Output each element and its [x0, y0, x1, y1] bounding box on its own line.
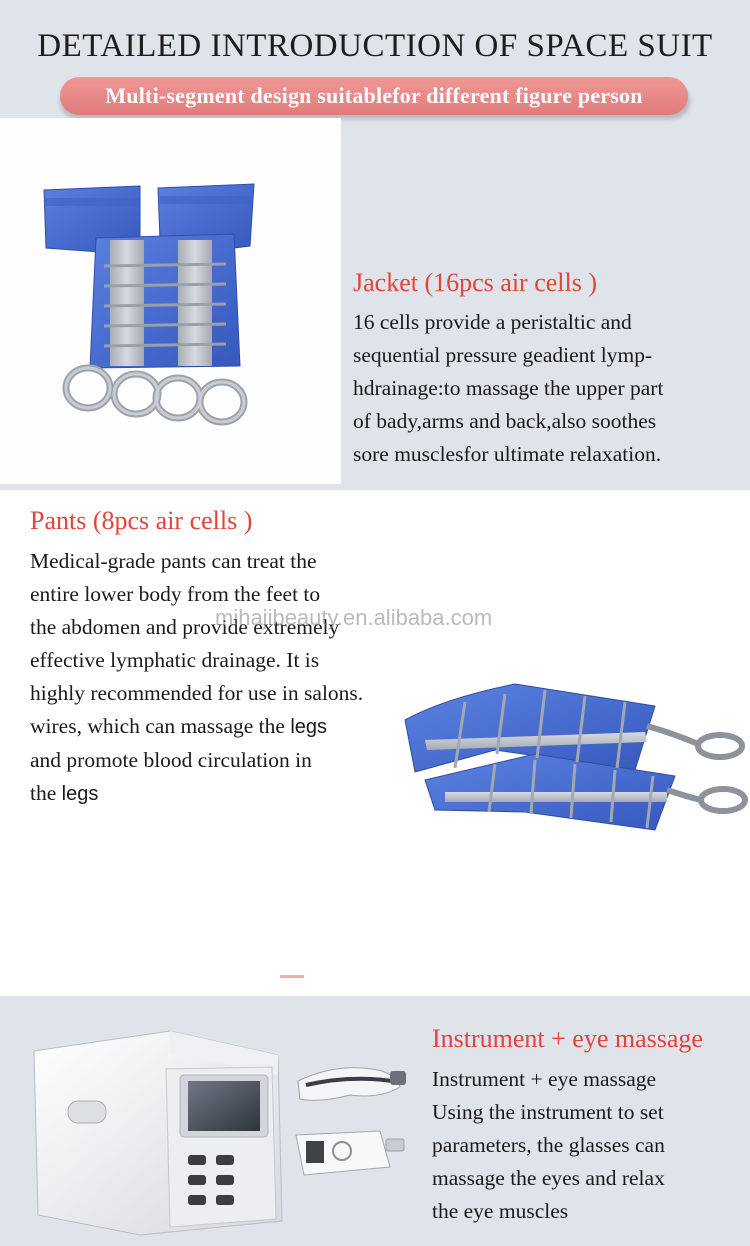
instrument-line-1: Instrument + eye massage	[432, 1067, 657, 1091]
jacket-description	[353, 306, 743, 471]
pants-line-4: effective lymphatic drainage. It is	[30, 648, 320, 672]
pants-line-1: Medical-grade pants can treat the	[30, 549, 317, 573]
jacket-line-4: of bady,arms and back,also soothes	[353, 409, 657, 433]
pants-line-3: the abdomen and provide extremely	[30, 615, 340, 639]
jacket-image-panel	[0, 118, 341, 484]
jacket-line-3: hdrainage:to massage the upper part	[353, 376, 664, 400]
instrument-line-4: massage the eyes and relax	[432, 1166, 665, 1190]
pants-line-8-word: legs	[61, 783, 99, 805]
instrument-line-5: the eye muscles	[432, 1199, 569, 1223]
page-title: DETAILED INTRODUCTION OF SPACE SUIT	[37, 28, 713, 64]
jacket-line-2: sequential pressure geadient lymp-	[353, 343, 653, 367]
pants-line-5: highly recommended for use in salons.	[30, 681, 364, 705]
pants-line-8-prefix: the	[30, 781, 57, 805]
instrument-description	[432, 1063, 742, 1228]
watermark: mihajibeauty.en.alibaba.com	[215, 605, 493, 630]
instrument-heading: Instrument + eye massage	[432, 1024, 703, 1053]
pants-line-6	[30, 710, 430, 744]
jacket-image	[0, 118, 341, 484]
pants-line-8	[30, 777, 430, 811]
instrument-line-2: Using the instrument to set	[432, 1100, 664, 1124]
jacket-line-1: 16 cells provide a peristaltic and	[353, 310, 632, 334]
decorative-dash	[280, 975, 304, 978]
pants-heading: Pants (8pcs air cells )	[30, 506, 253, 535]
jacket-line-5: sore musclesfor ultimate relaxation.	[353, 442, 662, 466]
pants-description	[30, 545, 430, 811]
pants-line-7: and promote blood circulation in	[30, 748, 312, 772]
jacket-heading: Jacket (16pcs air cells )	[353, 268, 598, 297]
pants-image	[385, 680, 750, 840]
pants-line-6-word: legs	[290, 716, 328, 738]
subtitle-banner: Multi-segment design suitablefor different figure person	[60, 77, 688, 115]
instrument-line-3: parameters, the glasses can	[432, 1133, 665, 1157]
pants-line-2: entire lower body from the feet to	[30, 582, 321, 606]
instrument-image	[20, 1015, 430, 1240]
pants-line-6-prefix: wires, which can massage the	[30, 714, 285, 738]
